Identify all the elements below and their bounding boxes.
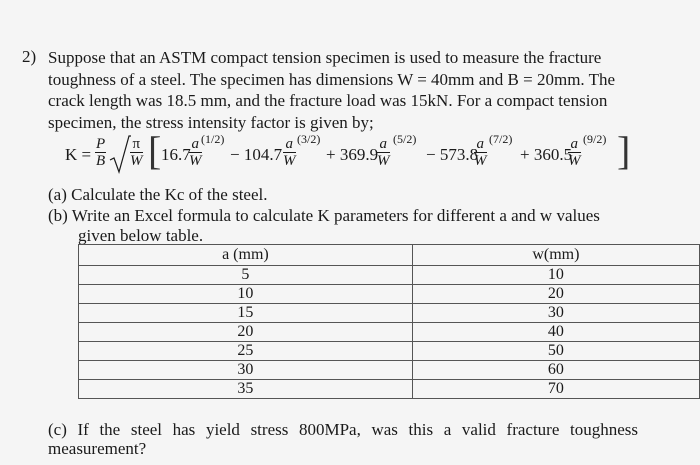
header-w: w(mm)	[412, 245, 699, 266]
exponent-1: (1/2)	[201, 132, 225, 146]
part-a: (a) Calculate the Kc of the steel.	[48, 185, 268, 204]
intro-line-4: specimen, the stress intensity factor is given by;	[48, 112, 374, 132]
table-row: 15 30	[79, 304, 700, 323]
a-over-w-5: $\frac{a}{W}$	[568, 136, 581, 169]
sqrt-sign	[109, 134, 131, 174]
formula-lhs: K =	[65, 145, 92, 164]
table-row: 30 60	[79, 361, 700, 380]
part-c-line-1: (c) If the steel has yield stress 800MPa, was this a valid fracture toughness	[48, 420, 638, 439]
header-a: a (mm)	[79, 245, 413, 266]
coef-3: + 369.9	[326, 145, 379, 164]
exponent-4: (7/2)	[489, 132, 513, 146]
question-intro	[48, 47, 648, 133]
table-header-row	[79, 245, 700, 266]
part-b-line-2: given below table.	[78, 226, 204, 245]
table-row: 35 70	[79, 380, 700, 399]
p-over-b: $\frac{P}{B}$	[96, 136, 106, 169]
exponent-2: (3/2)	[297, 132, 321, 146]
question-number: 2)	[22, 47, 37, 66]
coef-1: 16.7	[161, 145, 191, 164]
table-row: 20 40	[79, 323, 700, 342]
part-b-line-1: (b) Write an Excel formula to calculate K parameters for different a and w values	[48, 206, 600, 225]
a-over-w-4: $\frac{a}{W}$	[474, 136, 487, 169]
pi-over-w: $\frac{\pi}{W}$	[130, 136, 143, 169]
part-c	[48, 420, 638, 458]
values-table	[78, 244, 700, 399]
stress-intensity-formula	[0, 128, 700, 180]
intro-line-3: crack length was 18.5 mm, and the fracture load was 15kN. For a compact tension	[48, 91, 608, 110]
coef-5: + 360.5	[520, 145, 573, 164]
intro-line-2: toughness of a steel. The specimen has dimensions W = 40mm and B = 20mm. The	[48, 69, 616, 89]
coef-4: − 573.8	[426, 145, 479, 164]
exponent-3: (5/2)	[393, 132, 417, 146]
right-bracket: ]	[617, 128, 631, 173]
left-bracket: [	[148, 128, 162, 173]
table-row: 25 50	[79, 342, 700, 361]
a-over-w-1: $\frac{a}{W}$	[189, 136, 202, 169]
coef-2: − 104.7	[230, 145, 283, 164]
a-over-w-2: $\frac{a}{W}$	[283, 136, 296, 169]
intro-line-1: Suppose that an ASTM compact tension specimen is used to measure the fracture	[48, 48, 602, 67]
a-over-w-3: $\frac{a}{W}$	[377, 136, 390, 169]
table-row: 5 10	[79, 266, 700, 285]
part-c-line-2: measurement?	[48, 439, 147, 458]
exponent-5: (9/2)	[583, 132, 607, 146]
table-row: 10 20	[79, 285, 700, 304]
